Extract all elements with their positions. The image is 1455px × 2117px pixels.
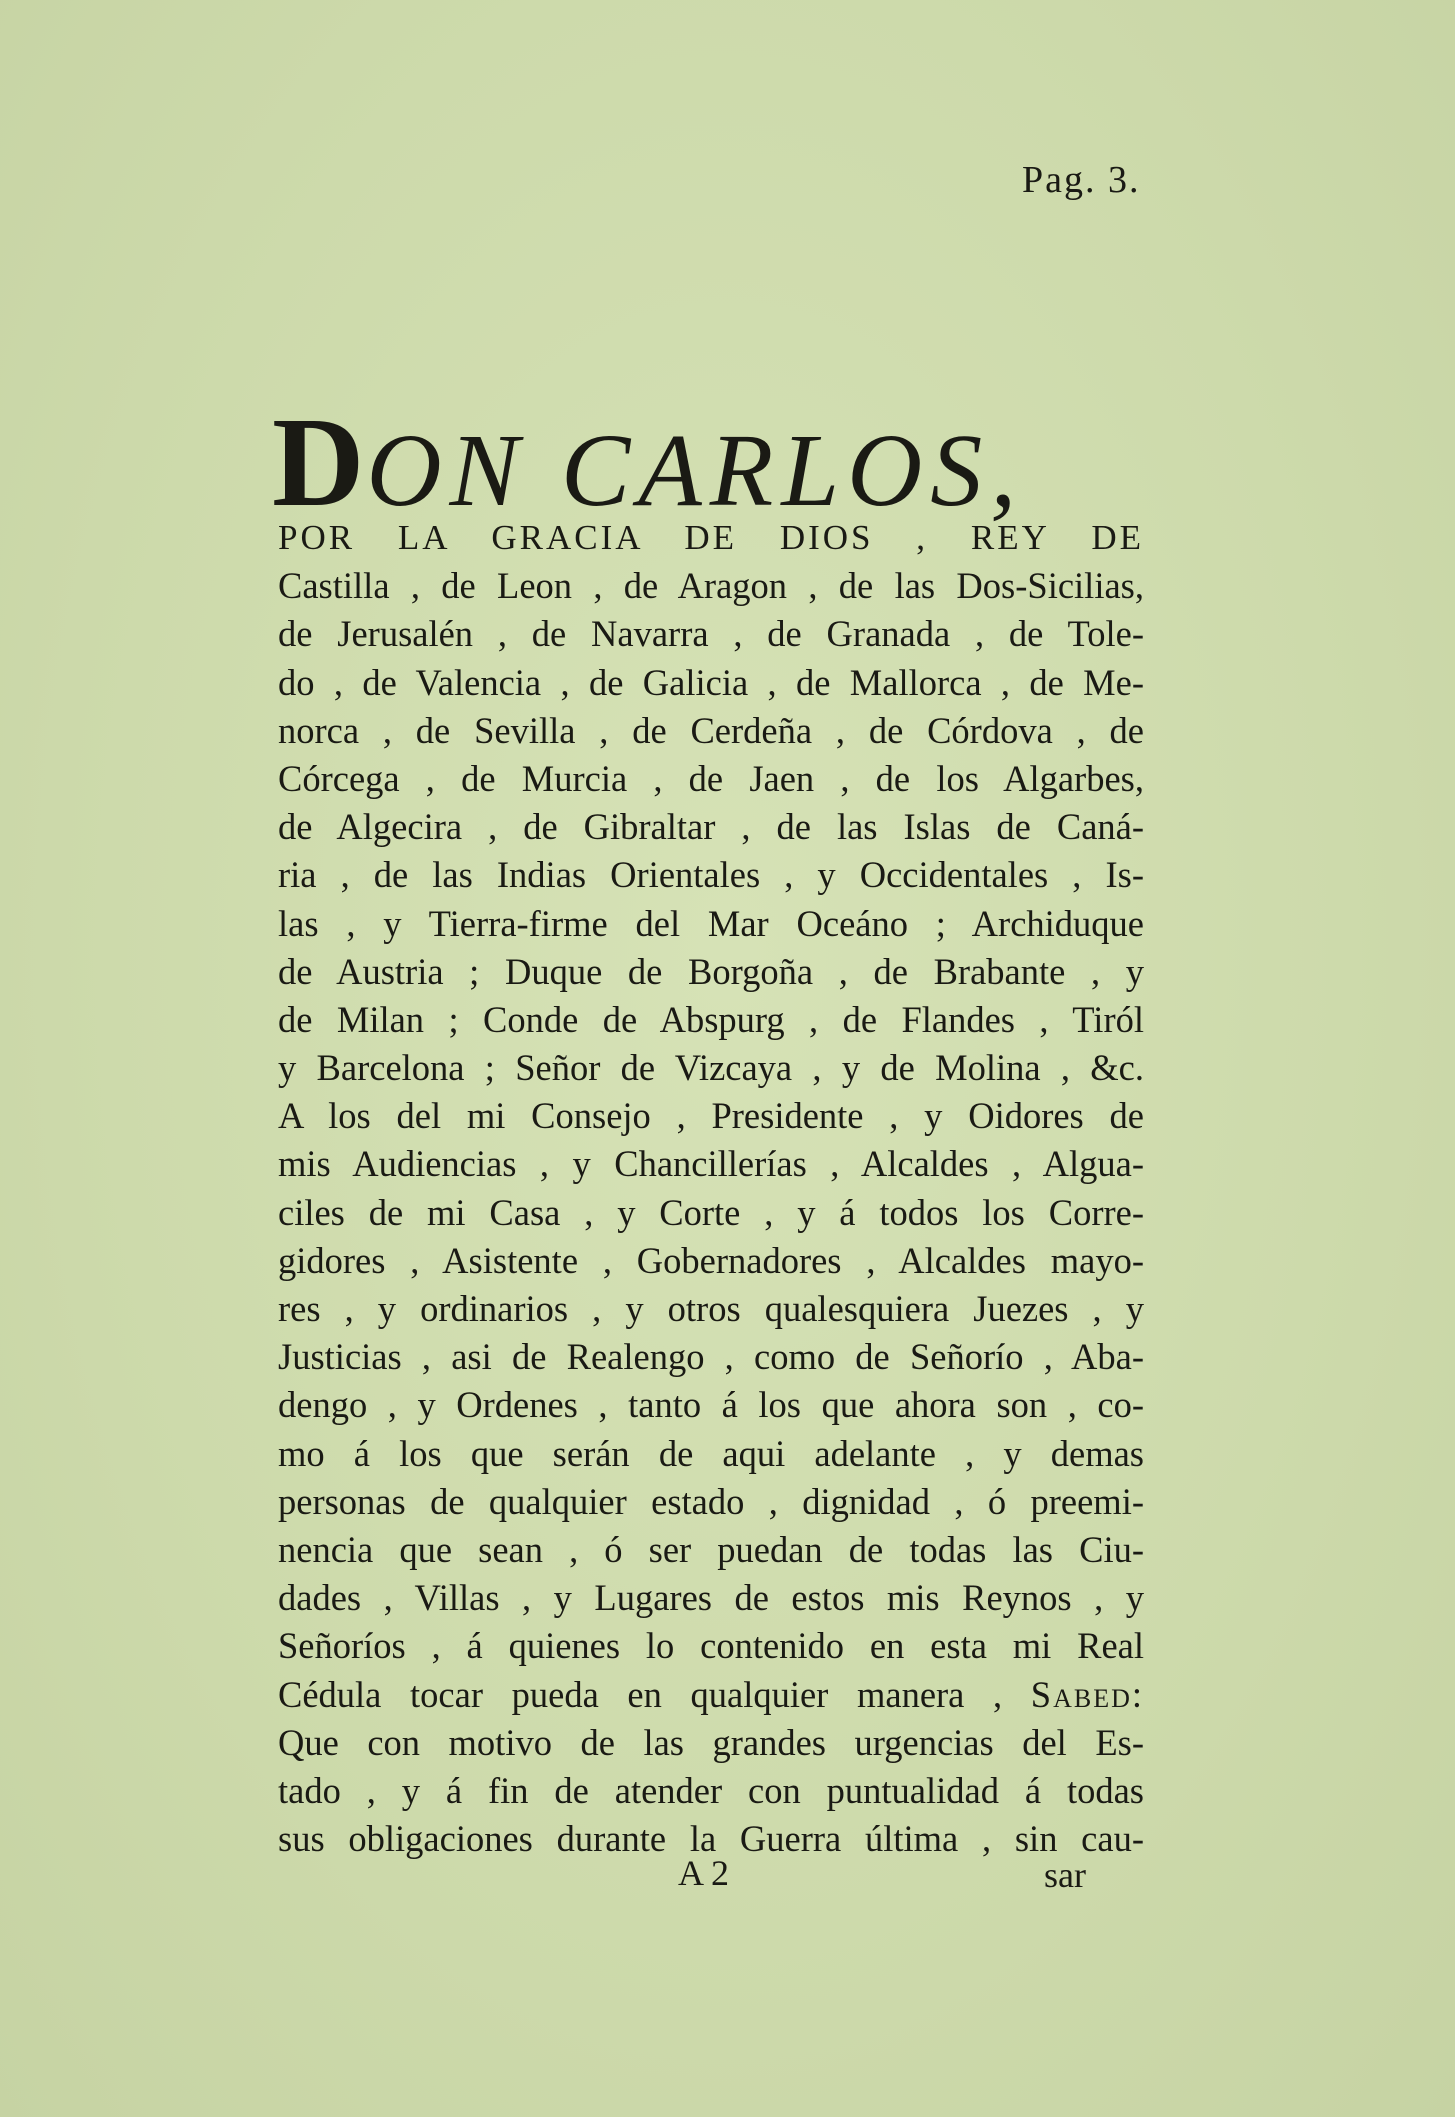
text-line: de Austria ; Duque de Borgoña , de Brabante , y: [278, 950, 1144, 992]
text-line: do , de Valencia , de Galicia , de Mallorca , de Me-: [278, 661, 1144, 703]
text-line: mis Audiencias , y Chancillerías , Alcaldes , Algua-: [278, 1143, 1144, 1185]
text-line: Justicias , asi de Realengo , como de Señorío , Aba-: [278, 1336, 1144, 1378]
document-heading: [272, 391, 1152, 533]
text-line: gidores , Asistente , Gobernadores , Alcaldes mayo-: [278, 1239, 1144, 1281]
heading-rest: ON CARLOS,: [366, 413, 1025, 528]
text-line: tado , y á fin de atender con puntualidad á todas: [278, 1769, 1144, 1811]
text-line: res , y ordinarios , y otros qualesquiera Juezes , y: [278, 1288, 1144, 1329]
text-line: mo á los que serán de aqui adelante , y demas: [278, 1432, 1144, 1474]
text-line: y Barcelona ; Señor de Vizcaya , y de Molina , &c.: [278, 1047, 1144, 1089]
body-text: [278, 514, 1144, 1863]
text-line: personas de qualquier estado , dignidad , ó preemi-: [278, 1480, 1144, 1522]
text-line: ria , de las Indias Orientales , y Occidentales , Is-: [278, 854, 1144, 896]
text-line: POR LA GRACIA DE DIOS , REY DE: [278, 518, 1144, 557]
text-line: de Milan ; Conde de Abspurg , de Flandes , Tiról: [278, 998, 1144, 1040]
text-line: dades , Villas , y Lugares de estos mis Reynos , y: [278, 1577, 1144, 1619]
text-line: de Jerusalén , de Navarra , de Granada , de Tole-: [278, 613, 1144, 655]
text-line: Que con motivo de las grandes urgencias del Es-: [278, 1721, 1144, 1763]
text-line: dengo , y Ordenes , tanto á los que ahora son , co-: [278, 1384, 1144, 1426]
text-line: [278, 1671, 1144, 1719]
text-line: ciles de mi Casa , y Corte , y á todos los Corre-: [278, 1191, 1144, 1233]
signature-mark: A 2: [678, 1853, 730, 1893]
text-line: norca , de Sevilla , de Cerdeña , de Córdova , de: [278, 709, 1144, 751]
catchword: sar: [1044, 1855, 1086, 1895]
text-line: de Algecira , de Gibraltar , de las Islas de Caná-: [278, 806, 1144, 848]
sabed-word: Sabed:: [1030, 1673, 1144, 1715]
text-line: nencia que sean , ó ser puedan de todas las Ciu-: [278, 1528, 1144, 1570]
heading-initial: D: [272, 391, 367, 533]
text-line: sus obligaciones durante la Guerra última , sin cau-: [278, 1818, 1144, 1860]
text-line-part: Cédula tocar pueda en qualquier manera ,: [278, 1673, 1003, 1715]
text-line: las , y Tierra-firme del Mar Oceáno ; Archiduque: [278, 902, 1144, 944]
text-line: A los del mi Consejo , Presidente , y Oidores de: [278, 1095, 1144, 1137]
page-number: Pag. 3.: [1022, 159, 1141, 201]
text-line: Castilla , de Leon , de Aragon , de las Dos-Sicilias,: [278, 565, 1144, 607]
text-line: Señoríos , á quienes lo contenido en esta mi Real: [278, 1625, 1144, 1667]
text-line: Córcega , de Murcia , de Jaen , de los Algarbes,: [278, 757, 1144, 799]
